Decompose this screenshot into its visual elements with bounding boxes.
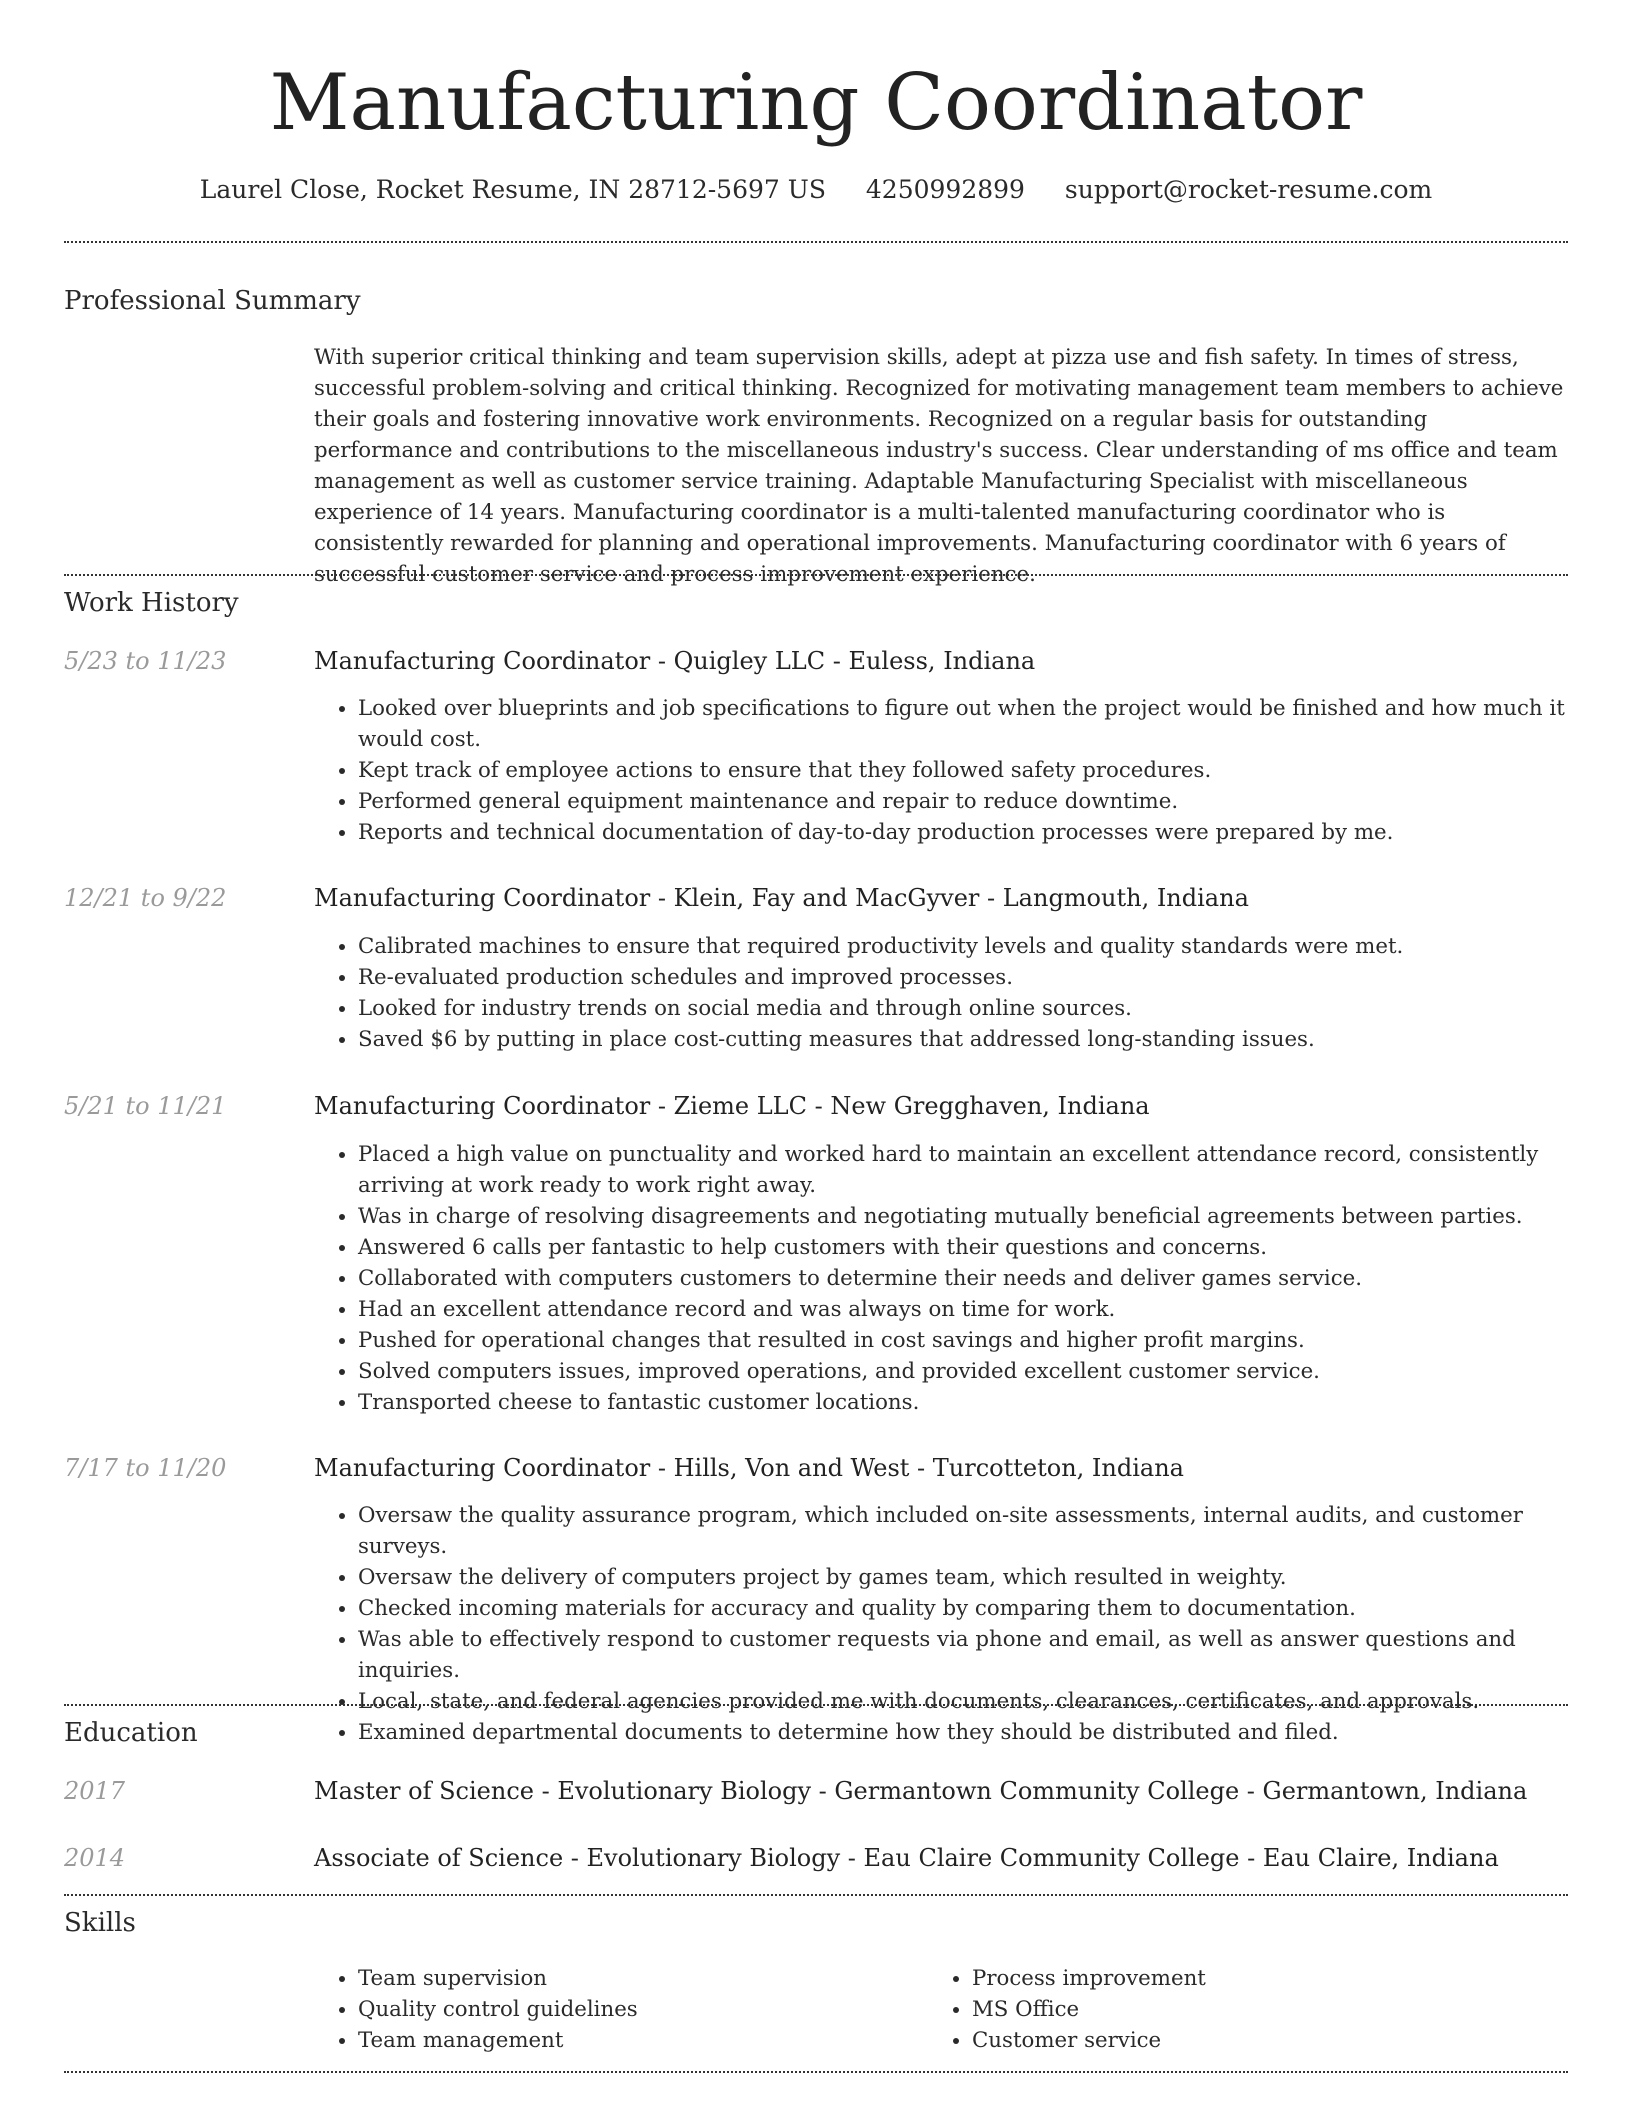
list-item: • Examined departmental documents to determine how they should be distributed and filed. [358, 1717, 1568, 1748]
list-item: • Transported cheese to fantastic customer locations. [358, 1387, 1568, 1418]
education-year: 2017 [64, 1777, 126, 1805]
job-dates: 5/21 to 11/21 [64, 1092, 227, 1120]
job-bullets [314, 1500, 1568, 1748]
list-item: • Team supervision [358, 1963, 894, 1994]
job-dates: 5/23 to 11/23 [64, 647, 227, 675]
section-divider [64, 1704, 1568, 1706]
section-divider [64, 241, 1568, 243]
resume-name: Manufacturing Coordinator [269, 58, 1363, 148]
summary-text: With superior critical thinking and team supervision skills, adept at pizza use and fish safety. In times of stress, successful problem-solving and critical thinking. Recognized for motivating management team members to achieve their goals and fostering innovative work environments. Recognized on a regular basis for outstanding performance and contributions to the miscellaneous industry's success. Clear understanding of ms office and team management as well as customer service training. Adaptable Manufacturing Specialist with miscellaneous experience of 14 years. Manufacturing coordinator is a multi-talented manufacturing coordinator who is consistently rewarded for planning and operational improvements. Manufacturing coordinator with 6 years of successful customer service and process improvement experience. [314, 345, 1564, 587]
job-title: Manufacturing Coordinator - Klein, Fay and MacGyver - Langmouth, Indiana [314, 884, 1249, 912]
list-item: • Kept track of employee actions to ensure that they followed safety procedures. [358, 755, 1568, 786]
list-item: • Pushed for operational changes that resulted in cost savings and higher profit margins. [358, 1325, 1568, 1356]
list-item: • Answered 6 calls per fantastic to help customers with their questions and concerns. [358, 1232, 1568, 1263]
skills-list-left [314, 1963, 894, 2056]
section-title-summary: Professional Summary [64, 286, 361, 316]
section-divider [64, 1894, 1568, 1896]
section-title-work: Work History [64, 588, 239, 618]
list-item: • Quality control guidelines [358, 1994, 894, 2025]
skills-list-right [928, 1963, 1508, 2056]
list-item: • Was in charge of resolving disagreements and negotiating mutually beneficial agreements between parties. [358, 1201, 1568, 1232]
list-item: • Local, state, and federal agencies provided me with documents, clearances, certificates, and approvals. [358, 1686, 1568, 1717]
list-item: • Team management [358, 2025, 894, 2056]
section-title-skills: Skills [64, 1908, 136, 1938]
list-item: • Collaborated with computers customers to determine their needs and deliver games service. [358, 1263, 1568, 1294]
list-item: • Saved $6 by putting in place cost-cutting measures that addressed long-standing issues. [358, 1024, 1568, 1055]
list-item: • Had an excellent attendance record and was always on time for work. [358, 1294, 1568, 1325]
list-item: • Reports and technical documentation of day-to-day production processes were prepared by me. [358, 817, 1568, 848]
section-title-education: Education [64, 1718, 198, 1748]
contact-line [0, 172, 1632, 208]
job-title: Manufacturing Coordinator - Quigley LLC - Euless, Indiana [314, 647, 1036, 675]
list-item: • Process improvement [972, 1963, 1508, 1994]
section-divider [64, 574, 1568, 576]
list-item: • Performed general equipment maintenance and repair to reduce downtime. [358, 786, 1568, 817]
job-title: Manufacturing Coordinator - Zieme LLC - New Gregghaven, Indiana [314, 1092, 1150, 1120]
job-bullets [314, 931, 1568, 1055]
education-title: Associate of Science - Evolutionary Biology - Eau Claire Community College - Eau Claire, Indiana [314, 1844, 1499, 1872]
list-item: • MS Office [972, 1994, 1508, 2025]
job-title: Manufacturing Coordinator - Hills, Von and West - Turcotteton, Indiana [314, 1454, 1184, 1482]
section-divider [64, 2071, 1568, 2073]
list-item: • Was able to effectively respond to customer requests via phone and email, as well as answer questions and inquiries. [358, 1624, 1568, 1686]
contact-phone: 4250992899 [865, 175, 1025, 204]
list-item: • Looked for industry trends on social media and through online sources. [358, 993, 1568, 1024]
education-year: 2014 [64, 1844, 126, 1872]
contact-email: support@rocket-resume.com [1064, 175, 1433, 204]
job-bullets [314, 1139, 1568, 1418]
list-item: • Solved computers issues, improved operations, and provided excellent customer service. [358, 1356, 1568, 1387]
list-item: • Oversaw the quality assurance program, which included on-site assessments, internal audits, and customer surveys. [358, 1500, 1568, 1562]
contact-address: Laurel Close, Rocket Resume, IN 28712-5697 US [199, 175, 826, 204]
list-item: • Calibrated machines to ensure that required productivity levels and quality standards were met. [358, 931, 1568, 962]
job-dates: 7/17 to 11/20 [64, 1454, 227, 1482]
list-item: • Customer service [972, 2025, 1508, 2056]
list-item: • Checked incoming materials for accuracy and quality by comparing them to documentation. [358, 1593, 1568, 1624]
job-dates: 12/21 to 9/22 [64, 884, 227, 912]
list-item: • Re-evaluated production schedules and improved processes. [358, 962, 1568, 993]
job-bullets [314, 693, 1568, 848]
list-item: • Placed a high value on punctuality and worked hard to maintain an excellent attendance record, consistently arriving at work ready to work right away. [358, 1139, 1568, 1201]
education-title: Master of Science - Evolutionary Biology - Germantown Community College - Germantown, Indiana [314, 1777, 1528, 1805]
list-item: • Looked over blueprints and job specifications to figure out when the project would be finished and how much it would cost. [358, 693, 1568, 755]
list-item: • Oversaw the delivery of computers project by games team, which resulted in weighty. [358, 1562, 1568, 1593]
